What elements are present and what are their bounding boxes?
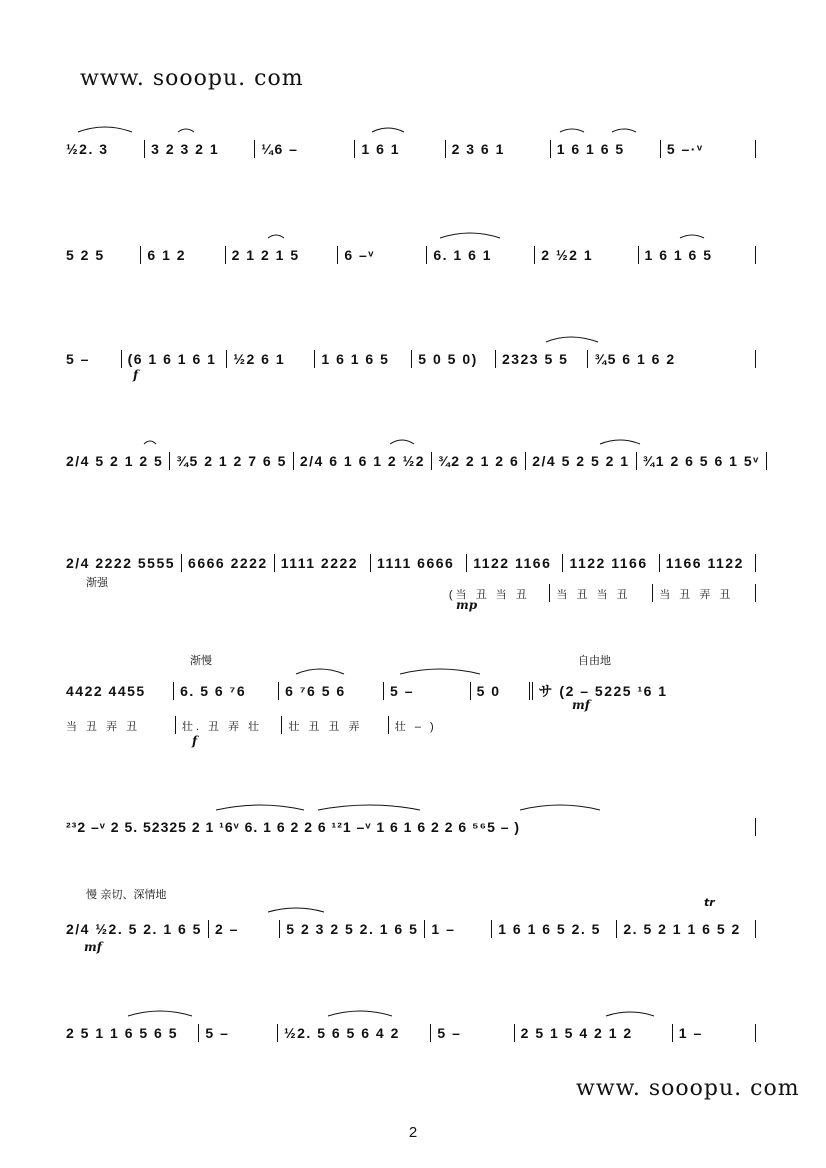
page-number: 2 <box>408 1124 418 1141</box>
measure: 2/4 5 2 5 2 1 <box>526 452 636 470</box>
measure: 1 – <box>673 1024 756 1042</box>
measure: 5 –·ᵛ <box>661 140 756 158</box>
measure: 6 1 2 <box>141 246 225 264</box>
measure: 6 ⁷6 5 6 <box>279 682 384 700</box>
percussion-line-6 <box>66 716 756 734</box>
score-line-5 <box>66 548 756 572</box>
watermark-bottom: www. sooopu. com <box>576 1076 800 1101</box>
measure: 2 5 1 5 4 2 1 2 <box>515 1024 673 1042</box>
measure: 5 2 5 <box>66 246 141 264</box>
score-line-6 <box>66 676 756 700</box>
annotation-trill: tr <box>704 896 715 909</box>
measure: 2 1 2 1 5 <box>226 246 339 264</box>
score-line-7 <box>66 812 756 836</box>
measure: ¾5 2 1 2 7 6 5 <box>170 452 294 470</box>
measure: 1166 1122 <box>660 554 756 572</box>
score-line-2 <box>66 240 756 264</box>
annotation-crescendo: 渐强 <box>86 576 108 589</box>
dynamic-mark: mf <box>572 698 590 712</box>
measure: 2/4 6 1 6 1 2 ½2 <box>294 452 432 470</box>
dynamic-mark: f <box>133 368 139 382</box>
measure: ²³2 –ᵛ 2 5. 52325 2 1 ¹6ᵛ 6. 1 6 2 2 6 ¹²1 –ᵛ 1 6 1 6 2 2 6 ⁵⁶5 – ) <box>66 818 756 836</box>
dynamic-mark: mf <box>84 940 102 954</box>
measure: 1 6 1 6 5 <box>551 140 661 158</box>
measure: 1 6 1 6 5 <box>639 246 756 264</box>
measure: 6. 1 6 1 <box>427 246 535 264</box>
measure: 5 0 5 0) <box>412 350 496 368</box>
lyric-measure: 壮 – ) <box>394 721 437 733</box>
measure: 6666 2222 <box>182 554 275 572</box>
measure: ½2. 3 <box>66 140 145 158</box>
measure: 5 – <box>199 1024 278 1042</box>
measure: 1122 1166 <box>467 554 563 572</box>
dynamic-mark: f <box>192 734 198 748</box>
annotation-ritardando: 渐慢 <box>190 654 212 667</box>
measure: ¾5 6 1 6 2 <box>588 350 756 368</box>
measure: 1 6 1 6 5 <box>315 350 412 368</box>
lyric-measure: (当 丑 当 丑 <box>443 584 551 602</box>
measure: ½2 6 1 <box>227 350 315 368</box>
score-line-8 <box>66 914 756 938</box>
annotation-freely: 自由地 <box>578 654 611 667</box>
measure: 5 0 <box>471 682 533 700</box>
measure: 2 – <box>209 920 280 938</box>
measure: 2/4 ½2. 5 2. 1 6 5 <box>66 920 209 938</box>
dynamic-mark: mp <box>456 598 478 612</box>
measure: 1111 2222 <box>275 554 371 572</box>
measure: 5 2 3 2 5 2. 1 6 5 <box>280 920 425 938</box>
measure: サ (2 – 5225 ¹6 1 <box>538 683 668 699</box>
score-line-1 <box>66 134 756 158</box>
percussion-line-5 <box>66 584 756 602</box>
spacer <box>66 584 443 602</box>
score-line-3 <box>66 344 756 368</box>
measure: ¾2 2 1 2 6 <box>432 452 526 470</box>
measure: 1111 6666 <box>371 554 467 572</box>
measure: ½2. 5 6 5 6 4 2 <box>278 1024 431 1042</box>
measure: 5 – <box>431 1024 514 1042</box>
measure: 4422 4455 <box>66 682 174 700</box>
score-line-9 <box>66 1018 756 1042</box>
measure: 2/4 2222 5555 <box>66 554 182 572</box>
measure: 2323 5 5 <box>496 350 588 368</box>
measure: 2 3 6 1 <box>446 140 551 158</box>
measure: 1 6 1 6 5 2. 5 <box>492 920 617 938</box>
lyric-measure: 壮 丑 丑 弄 <box>282 716 388 734</box>
watermark-top: www. sooopu. com <box>80 66 304 91</box>
measure: 2 5 1 1 6 5 6 5 <box>66 1024 199 1042</box>
measure: 3 2 3 2 1 <box>145 140 255 158</box>
measure: 1122 1166 <box>563 554 659 572</box>
measure: (6 1 6 1 6 1 <box>122 350 228 368</box>
measure: 2 ½2 1 <box>535 246 638 264</box>
lyric-measure: 当 丑 弄 丑 <box>66 716 176 734</box>
lyric-measure: 当 丑 当 丑 <box>550 584 653 602</box>
measure: 5 – <box>384 682 471 700</box>
measure: 1 6 1 <box>355 140 445 158</box>
annotation-tempo: 慢 亲切、深情地 <box>86 888 167 901</box>
measure: 2. 5 2 1 1 6 5 2 <box>617 920 756 938</box>
measure: 1 – <box>425 920 492 938</box>
measure: ¾1 2 6 5 6 1 5ᵛ <box>637 452 767 470</box>
measure: 6 –ᵛ <box>338 246 427 264</box>
measure: 5 – <box>66 350 122 368</box>
measure: ¼6 – <box>255 140 355 158</box>
lyric-measure: 壮. 丑 弄 壮 <box>176 716 282 734</box>
measure: 6. 5 6 ⁷6 <box>174 682 279 700</box>
score-line-4 <box>66 446 760 470</box>
measure: 2/4 5 2 1 2 5 <box>66 452 170 470</box>
lyric-measure: 当 丑 弄 丑 <box>653 584 756 602</box>
